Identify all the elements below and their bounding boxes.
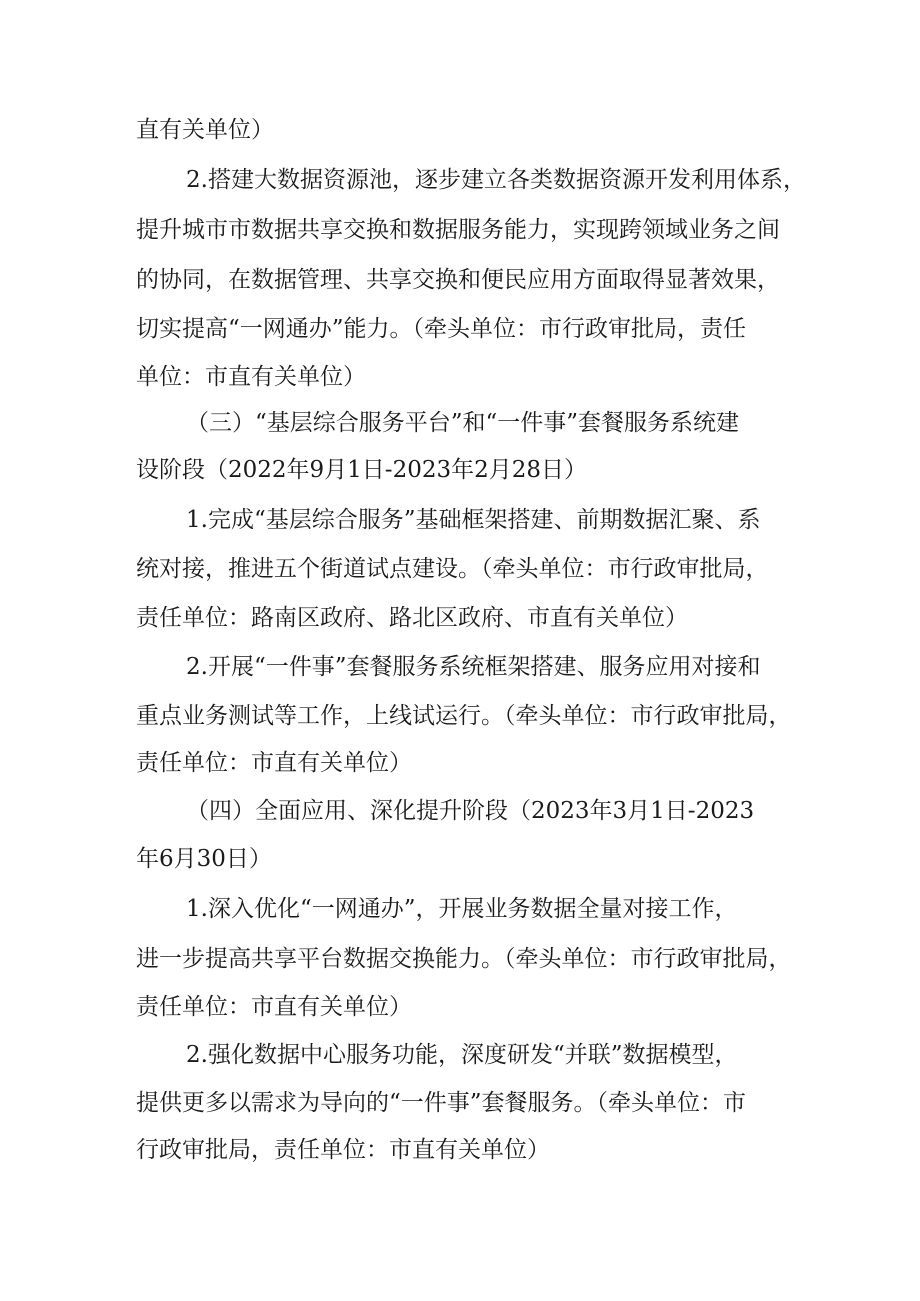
text-line: 的协同，在数据管理、共享交换和便民应用方面取得显著效果， — [136, 267, 780, 293]
text-line: 责任单位：市直有关单位） — [136, 750, 412, 776]
text-line: 2.搭建大数据资源池，逐步建立各类数据资源开发利用体系， — [186, 167, 806, 193]
section-heading: （三）“基层综合服务平台”和“一件事”套餐服务系统建 — [186, 410, 740, 436]
text-line: 行政审批局，责任单位：市直有关单位） — [136, 1137, 550, 1163]
text-line: 2.强化数据中心服务功能，深度研发“并联”数据模型， — [186, 1042, 738, 1068]
text-line: 重点业务测试等工作，上线试运行。（牵头单位：市行政审批局， — [136, 703, 792, 729]
text-line: 1.深入优化“一网通办”，开展业务数据全量对接工作， — [186, 896, 738, 922]
text-line: 责任单位：路南区政府、路北区政府、市直有关单位） — [136, 605, 688, 631]
text-line: 进一步提高共享平台数据交换能力。（牵头单位：市行政审批局， — [136, 946, 792, 972]
text-line: 切实提高“一网通办”能力。（牵头单位：市行政审批局，责任 — [136, 316, 747, 342]
text-line: 直有关单位） — [136, 117, 274, 143]
text-line: 1.完成“基层综合服务”基础框架搭建、前期数据汇聚、系 — [186, 507, 761, 533]
section-heading: （四）全面应用、深化提升阶段（2023年3月1日-2023 — [186, 798, 755, 824]
text-line: 统对接，推进五个街道试点建设。（牵头单位：市行政审批局， — [136, 556, 769, 582]
text-line: 提供更多以需求为导向的“一件事”套餐服务。（牵头单位：市 — [136, 1090, 747, 1116]
text-line: 责任单位：市直有关单位） — [136, 994, 412, 1020]
text-line: 提升城市市数据共享交换和数据服务能力，实现跨领域业务之间 — [136, 217, 780, 243]
text-line: 2.开展“一件事”套餐服务系统框架搭建、服务应用对接和 — [186, 654, 761, 680]
text-line: 设阶段（2022年9月1日-2023年2月28日） — [136, 457, 588, 483]
text-line: 年6月30日） — [136, 846, 272, 872]
text-line: 单位：市直有关单位） — [136, 364, 366, 390]
